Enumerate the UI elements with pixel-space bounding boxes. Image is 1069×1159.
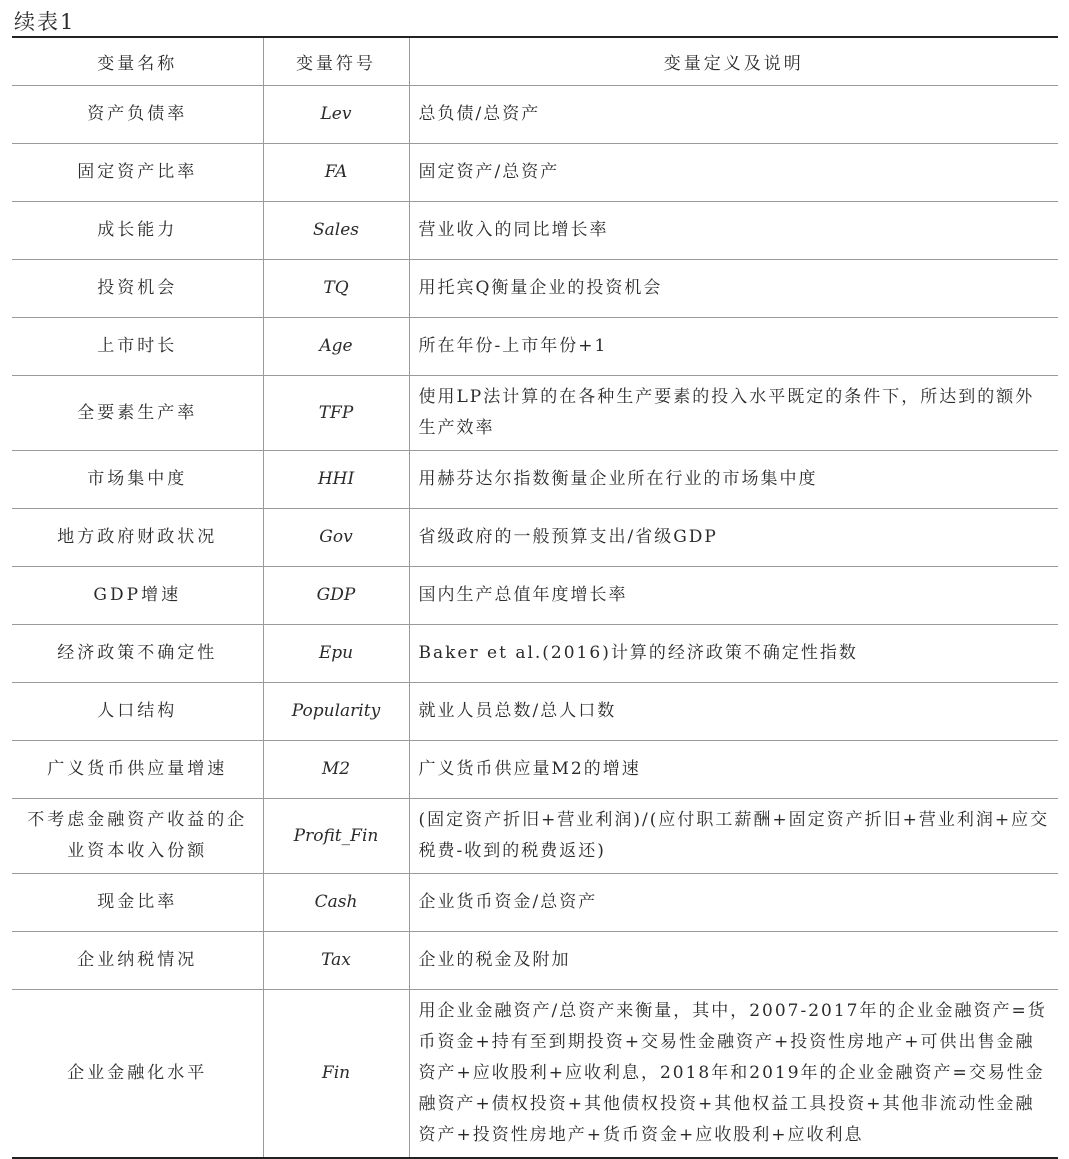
variable-definition: 所在年份-上市年份+1 — [409, 318, 1058, 376]
table-row — [12, 202, 1058, 260]
variable-definition: 营业收入的同比增长率 — [409, 202, 1058, 260]
variable-name: 人口结构 — [12, 683, 263, 741]
variable-name: 上市时长 — [12, 318, 263, 376]
variable-symbol: Cash — [263, 874, 409, 932]
header-variable-definition: 变量定义及说明 — [409, 37, 1058, 86]
table-row — [12, 683, 1058, 741]
variable-symbol: Epu — [263, 625, 409, 683]
variable-name: 全要素生产率 — [12, 376, 263, 451]
variable-definition: 使用LP法计算的在各种生产要素的投入水平既定的条件下，所达到的额外生产效率 — [409, 376, 1058, 451]
variable-name: 企业纳税情况 — [12, 932, 263, 990]
table-row — [12, 376, 1058, 451]
header-variable-symbol: 变量符号 — [263, 37, 409, 86]
table-row — [12, 625, 1058, 683]
table-row — [12, 451, 1058, 509]
variable-name: 经济政策不确定性 — [12, 625, 263, 683]
table-row — [12, 318, 1058, 376]
variable-symbol: Age — [263, 318, 409, 376]
variable-symbol: HHI — [263, 451, 409, 509]
variable-name: 资产负债率 — [12, 86, 263, 144]
variable-definition: Baker et al.(2016)计算的经济政策不确定性指数 — [409, 625, 1058, 683]
table-row — [12, 741, 1058, 799]
table-row — [12, 260, 1058, 318]
variable-name: GDP增速 — [12, 567, 263, 625]
variable-name: 地方政府财政状况 — [12, 509, 263, 567]
variable-definition: 就业人员总数/总人口数 — [409, 683, 1058, 741]
variable-definition: (固定资产折旧+营业利润)/(应付职工薪酬+固定资产折旧+营业利润+应交税费-收到的税费返还) — [409, 799, 1058, 874]
variable-symbol: Popularity — [263, 683, 409, 741]
variable-name: 市场集中度 — [12, 451, 263, 509]
table-row — [12, 932, 1058, 990]
variable-symbol: Tax — [263, 932, 409, 990]
variable-name: 固定资产比率 — [12, 144, 263, 202]
table-row — [12, 86, 1058, 144]
variable-definition: 广义货币供应量M2的增速 — [409, 741, 1058, 799]
variable-name: 投资机会 — [12, 260, 263, 318]
variable-symbol: TQ — [263, 260, 409, 318]
variable-definition: 用企业金融资产/总资产来衡量，其中，2007-2017年的企业金融资产=货币资金+持有至到期投资+交易性金融资产+投资性房地产+可供出售金融资产+应收股利+应收利息，2018年和2019年的企业金融资产=交易性金融资产+债权投资+其他债权投资+其他权益工具投资+其他非流动性金融资产+投资性房地产+货币资金+应收股利+应收利息 — [409, 990, 1058, 1159]
table-caption: 续表1 — [14, 10, 76, 34]
variable-name: 不考虑金融资产收益的企业资本收入份额 — [12, 799, 263, 874]
variable-definition: 企业的税金及附加 — [409, 932, 1058, 990]
variable-symbol: M2 — [263, 741, 409, 799]
variable-symbol: Gov — [263, 509, 409, 567]
table-row — [12, 567, 1058, 625]
variable-name: 现金比率 — [12, 874, 263, 932]
table-row — [12, 990, 1058, 1159]
variable-definition: 企业货币资金/总资产 — [409, 874, 1058, 932]
variable-symbol: TFP — [263, 376, 409, 451]
table-row — [12, 509, 1058, 567]
variable-definition: 省级政府的一般预算支出/省级GDP — [409, 509, 1058, 567]
variable-definition: 固定资产/总资产 — [409, 144, 1058, 202]
variable-definition: 国内生产总值年度增长率 — [409, 567, 1058, 625]
variable-name: 广义货币供应量增速 — [12, 741, 263, 799]
variable-name: 成长能力 — [12, 202, 263, 260]
variable-definition: 用托宾Q衡量企业的投资机会 — [409, 260, 1058, 318]
table-header-row — [12, 37, 1058, 86]
variable-symbol: GDP — [263, 567, 409, 625]
variable-symbol: Fin — [263, 990, 409, 1159]
variable-definition: 总负债/总资产 — [409, 86, 1058, 144]
table-row — [12, 874, 1058, 932]
variable-symbol: Lev — [263, 86, 409, 144]
variable-definition-table — [12, 36, 1058, 1159]
variable-symbol: Profit_Fin — [263, 799, 409, 874]
variable-symbol: Sales — [263, 202, 409, 260]
table-row — [12, 799, 1058, 874]
table-row — [12, 144, 1058, 202]
variable-definition: 用赫芬达尔指数衡量企业所在行业的市场集中度 — [409, 451, 1058, 509]
variable-symbol: FA — [263, 144, 409, 202]
variable-name: 企业金融化水平 — [12, 990, 263, 1159]
header-variable-name: 变量名称 — [12, 37, 263, 86]
